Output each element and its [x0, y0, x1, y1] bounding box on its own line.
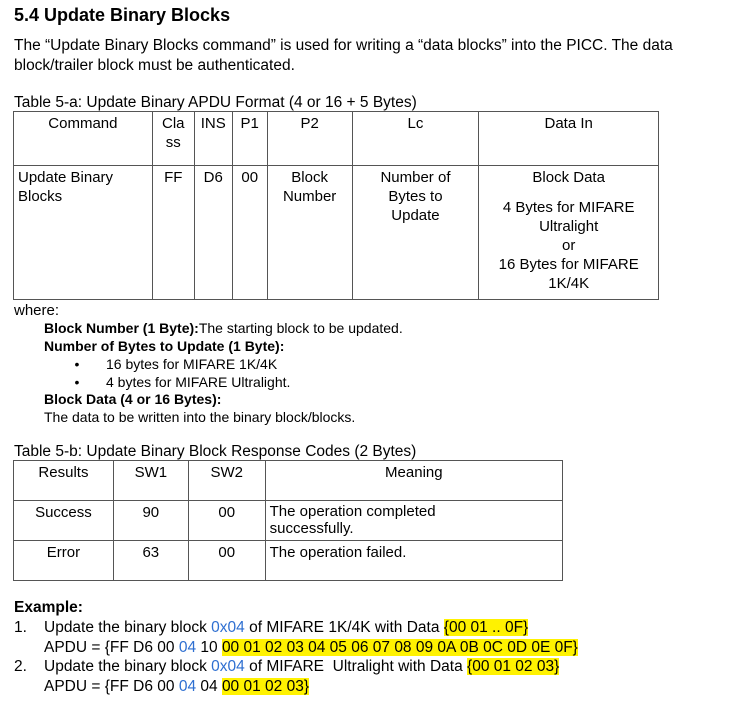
example-1-apdu-data: 00 01 02 03 04 05 06 07 08 09 0A 0B 0C 0D 0E 0F} — [221, 638, 578, 656]
example-item-2 — [14, 657, 559, 696]
bullet-text-2: 4 bytes for MIFARE Ultralight. — [106, 374, 291, 390]
where-label: where: — [14, 302, 60, 319]
cell-data-line1: Block Data — [532, 169, 605, 186]
example-1-desc-b: of MIFARE 1K/4K with Data — [244, 619, 444, 636]
num-bytes-term: Number of Bytes to Update (1 Byte): — [44, 338, 285, 354]
header-sw1: SW1 — [113, 461, 188, 501]
table-b-caption: Table 5-b: Update Binary Block Response Codes (2 Bytes) — [14, 443, 417, 460]
table-header-row — [14, 112, 659, 166]
cell-command — [14, 166, 153, 300]
table-header-row — [14, 461, 563, 501]
bullet-icon: • — [74, 356, 80, 372]
cell-class: FF — [152, 166, 194, 300]
header-meaning: Meaning — [265, 461, 562, 501]
example-1-block: 0x04 — [211, 619, 245, 636]
cell-meaning: The operation failed. — [265, 541, 562, 581]
cell-results: Success — [14, 501, 114, 541]
example-1-number: 1. — [14, 619, 27, 636]
cell-meaning — [265, 501, 562, 541]
block-number-desc: The starting block to be updated. — [198, 320, 403, 336]
cell-sw1: 90 — [113, 501, 188, 541]
block-data-term: Block Data (4 or 16 Bytes): — [44, 391, 222, 407]
block-number-line — [44, 319, 403, 337]
cell-meaning-line2: successfully. — [269, 520, 354, 537]
cell-command-line2: Blocks — [18, 188, 63, 205]
example-2-apdu-a: APDU = {FF D6 00 — [44, 677, 179, 695]
header-data-in: Data In — [479, 112, 659, 166]
header-p2: P2 — [267, 112, 352, 166]
example-2-desc — [14, 657, 559, 677]
intro-paragraph — [14, 36, 729, 76]
intro-line-1: The “Update Binary Blocks command” is used for writing a “data blocks” into the PICC. The data — [14, 37, 673, 54]
example-1-data: {00 01 .. 0F} — [443, 619, 529, 636]
cell-lc-line1: Number of — [380, 169, 451, 186]
response-codes-table — [13, 460, 563, 581]
cell-command-line1: Update Binary — [18, 169, 114, 186]
cell-lc-line3: Update — [391, 207, 440, 224]
cell-p2-line2: Number — [282, 188, 337, 205]
example-1-apdu — [14, 638, 578, 658]
section-heading: 5.4 Update Binary Blocks — [14, 5, 231, 25]
cell-sw2: 00 — [188, 501, 265, 541]
intro-line-2: block/trailer block must be authenticated. — [14, 57, 295, 74]
cell-p2-line1: Block — [291, 169, 328, 186]
header-class-line1: Cla — [162, 115, 185, 132]
example-2-desc-a: Update the binary block — [44, 658, 212, 675]
cell-data-line3: Ultralight — [539, 218, 599, 235]
header-sw2: SW2 — [188, 461, 265, 501]
cell-data-in — [479, 166, 659, 300]
cell-p2 — [267, 166, 352, 300]
example-1-apdu-block: 04 — [178, 638, 197, 656]
cell-lc-line2: Bytes to — [388, 188, 443, 205]
bullet-item — [48, 355, 277, 373]
bullet-text-1: 16 bytes for MIFARE 1K/4K — [106, 356, 278, 372]
header-class-line2: ss — [165, 134, 181, 151]
header-lc: Lc — [352, 112, 479, 166]
example-2-desc-b: of MIFARE Ultralight with Data — [244, 658, 468, 675]
bullet-item — [48, 373, 290, 391]
example-2-apdu-len: 04 — [196, 677, 222, 695]
example-2-apdu-data: 00 01 02 03} — [221, 677, 309, 695]
header-ins: INS — [194, 112, 232, 166]
cell-p1: 00 — [232, 166, 267, 300]
bullet-icon: • — [74, 374, 80, 390]
cell-sw2: 00 — [188, 541, 265, 581]
example-2-block: 0x04 — [211, 658, 245, 675]
cell-sw1: 63 — [113, 541, 188, 581]
cell-lc — [352, 166, 479, 300]
header-class — [152, 112, 194, 166]
header-results: Results — [14, 461, 114, 501]
table-a-caption: Table 5-a: Update Binary APDU Format (4 or 16 + 5 Bytes) — [14, 94, 417, 111]
header-p1: P1 — [232, 112, 267, 166]
example-2-number: 2. — [14, 658, 27, 675]
cell-data-line5: 16 Bytes for MIFARE — [498, 256, 639, 273]
example-2-apdu-block: 04 — [178, 677, 197, 695]
table-row — [14, 501, 563, 541]
apdu-format-table — [13, 111, 659, 300]
cell-data-line4: or — [562, 237, 576, 254]
cell-data-line6: 1K/4K — [548, 275, 590, 292]
cell-ins: D6 — [194, 166, 232, 300]
example-2-apdu — [14, 677, 559, 697]
header-command: Command — [14, 112, 153, 166]
cell-results: Error — [14, 541, 114, 581]
block-data-desc: The data to be written into the binary block/blocks. — [44, 409, 356, 425]
example-title: Example: — [14, 599, 83, 616]
example-item-1 — [14, 618, 578, 657]
cell-meaning-line1: The operation completed — [269, 503, 436, 520]
cell-data-line2: 4 Bytes for MIFARE — [502, 199, 635, 216]
block-number-term: Block Number (1 Byte): — [44, 320, 199, 336]
example-1-apdu-len: 10 — [196, 638, 222, 656]
example-1-desc — [14, 618, 578, 638]
table-row — [14, 541, 563, 581]
table-row — [14, 166, 659, 300]
example-1-apdu-a: APDU = {FF D6 00 — [44, 638, 179, 656]
example-2-data: {00 01 02 03} — [467, 658, 560, 675]
example-1-desc-a: Update the binary block — [44, 619, 212, 636]
